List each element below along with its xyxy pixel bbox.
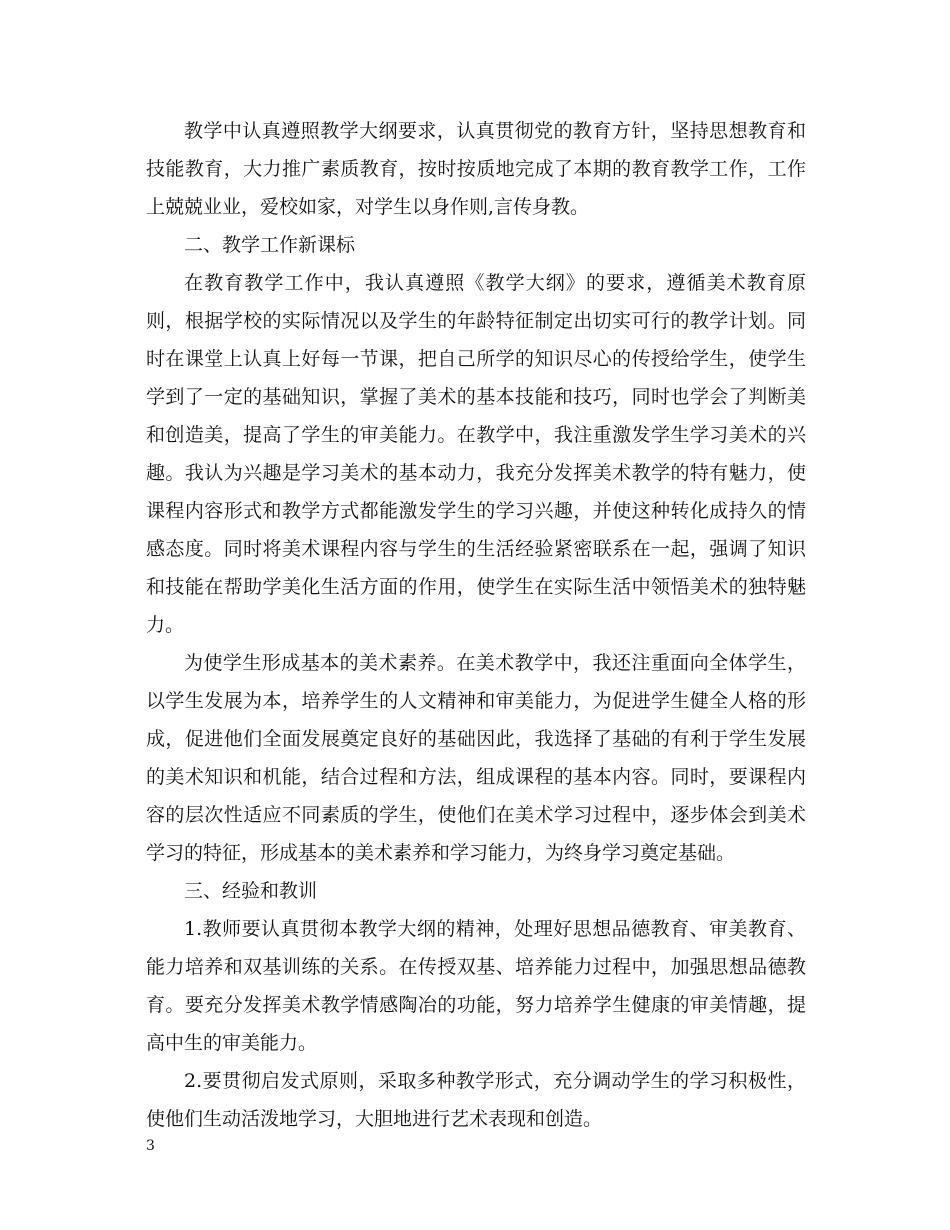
paragraph-intro: 教学中认真遵照教学大纲要求，认真贯彻党的教育方针，坚持思想教育和技能教育，大力推广素质教育，按时按质地完成了本期的教育教学工作，工作上兢兢业业，爱校如家，对学生以身作则,言传身教。 [146,120,806,218]
section-heading-2: 二、教学工作新课标 [184,234,356,256]
list-item-1: 1.教师要认真贯彻本教学大纲的精神，处理好思想品德教育、审美教育、能力培养和双基训练的关系。在传授双基、培养能力过程中，加强思想品德教育。要充分发挥美术教学情感陶冶的功能，努力培养学生健康的审美情趣，提高中生的审美能力。 [146,918,806,1054]
paragraph-teaching-work: 在教育教学工作中，我认真遵照《教学大纲》的要求，遵循美术教育原则，根据学校的实际情况以及学生的年龄特征制定出切实可行的教学计划。同时在课堂上认真上好每一节课，把自己所学的知识尽心的传授给学生，使学生学到了一定的基础知识，掌握了美术的基本技能和技巧，同时也学会了判断美和创造美，提高了学生的审美能力。在教学中，我注重激发学生学习美术的兴趣。我认为兴趣是学习美术的基本动力，我充分发挥美术教学的特有魅力，使课程内容形式和教学方式都能激发学生的学习兴趣，并使这种转化成持久的情感态度。同时将美术课程内容与学生的生活经验紧密联系在一起，强调了知识和技能在帮助学美化生活方面的作用，使学生在实际生活中领悟美术的独特魅力。 [146,272,806,636]
document-body [146,112,806,1138]
list-item-2: 2.要贯彻启发式原则，采取多种教学形式，充分调动学生的学习积极性，使他们生动活泼地学习，大胆地进行艺术表现和创造。 [146,1070,806,1130]
paragraph-art-literacy: 为使学生形成基本的美术素养。在美术教学中，我还注重面向全体学生，以学生发展为本，培养学生的人文精神和审美能力，为促进学生健全人格的形成，促进他们全面发展奠定良好的基础因此，我选择了基础的有利于学生发展的美术知识和机能，结合过程和方法，组成课程的基本内容。同时，要课程内容的层次性适应不同素质的学生，使他们在美术学习过程中，逐步体会到美术学习的特征，形成基本的美术素养和学习能力，为终身学习奠定基础。 [146,652,806,864]
page-number: 3 [146,1138,155,1154]
section-heading-3: 三、经验和教训 [184,880,318,902]
